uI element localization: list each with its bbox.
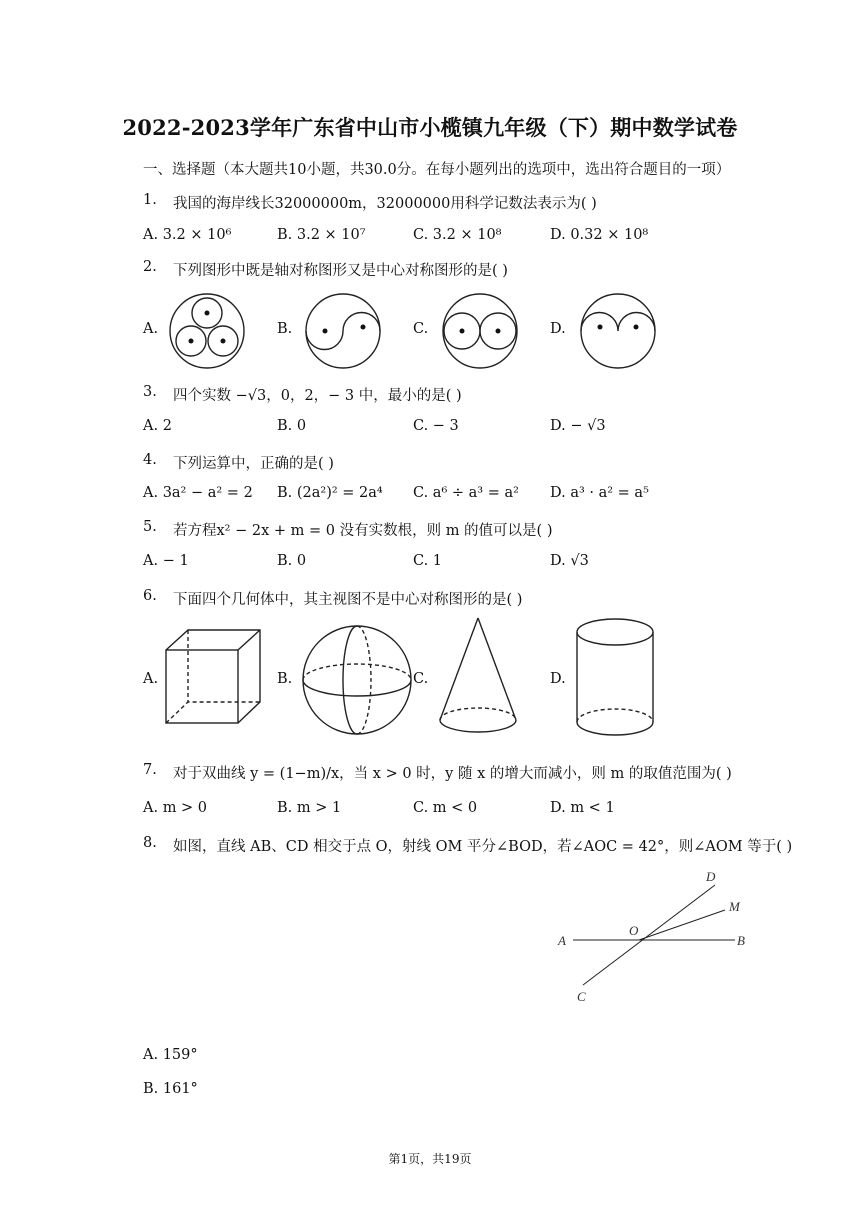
q6-text: 下面四个几何体中，其主视图不是中心对称图形的是( ): [173, 592, 523, 608]
q5-option-c: C. 1: [413, 553, 443, 569]
q7-option-b: B. m > 1: [277, 800, 342, 816]
q5-option-d: D. √3: [550, 553, 589, 569]
q7-text: 对于双曲线 y = (1−m)/x，当 x > 0 时，y 随 x 的增大而减小，则 m 的取值范围为( ): [173, 766, 732, 782]
page-title: 2022-2023学年广东省中山市小榄镇九年级（下）期中数学试卷: [122, 115, 738, 140]
q3-option-a: A. 2: [143, 418, 172, 434]
page-footer: 第1页，共19页: [388, 1152, 472, 1166]
q1-text: 我国的海岸线长32000000m，32000000用科学记数法表示为( ): [173, 196, 597, 212]
q8-option-a: A. 159°: [143, 1047, 198, 1063]
q5-number: 5.: [143, 519, 157, 535]
q6-cube-figure: [160, 628, 270, 728]
q2-figure-b: [303, 291, 383, 371]
label-o: O: [629, 923, 639, 938]
q1-option-b: B. 3.2 × 10⁷: [277, 227, 366, 243]
q2-figure-a: [167, 291, 247, 371]
q3-option-d: D. − √3: [550, 418, 606, 434]
label-b: B: [737, 933, 745, 948]
label-c: C: [577, 989, 586, 1004]
q8-angle-figure: [555, 865, 755, 1010]
q2-option-a: A.: [143, 321, 159, 337]
q1-option-d: D. 0.32 × 10⁸: [550, 227, 649, 243]
q2-option-c: C.: [413, 321, 429, 337]
q7-option-c: C. m < 0: [413, 800, 478, 816]
q2-figure-d: [578, 291, 658, 371]
q7-number: 7.: [143, 762, 157, 778]
q2-option-b: B.: [277, 321, 293, 337]
q7-option-d: D. m < 1: [550, 800, 615, 816]
q4-option-b: B. (2a²)² = 2a⁴: [277, 485, 383, 501]
label-a: A: [558, 933, 566, 948]
q4-option-d: D. a³ · a² = a⁵: [550, 485, 649, 501]
q3-text: 四个实数 −√3，0，2，− 3 中，最小的是( ): [173, 388, 462, 404]
q3-number: 3.: [143, 384, 157, 400]
q5-option-b: B. 0: [277, 553, 307, 569]
label-m: M: [729, 899, 740, 914]
q1-option-a: A. 3.2 × 10⁶: [143, 227, 232, 243]
q4-text: 下列运算中，正确的是( ): [173, 456, 334, 472]
q6-option-a: A.: [143, 671, 159, 687]
q8-text: 如图，直线 AB、CD 相交于点 O，射线 OM 平分∠BOD，若∠AOC = 42°，则∠AOM 等于( ): [173, 839, 793, 855]
q6-option-b: B.: [277, 671, 293, 687]
q1-number: 1.: [143, 192, 157, 208]
q6-option-d: D.: [550, 671, 566, 687]
q5-option-a: A. − 1: [143, 553, 189, 569]
q8-number: 8.: [143, 835, 157, 851]
q2-text: 下列图形中既是轴对称图形又是中心对称图形的是( ): [173, 263, 508, 279]
q3-option-c: C. − 3: [413, 418, 459, 434]
q6-number: 6.: [143, 588, 157, 604]
label-d: D: [706, 869, 716, 884]
q1-option-c: C. 3.2 × 10⁸: [413, 227, 502, 243]
q2-option-d: D.: [550, 321, 566, 337]
q8-option-b: B. 161°: [143, 1081, 198, 1097]
q6-cylinder-figure: [573, 616, 659, 740]
q4-option-a: A. 3a² − a² = 2: [143, 485, 253, 501]
q4-option-c: C. a⁶ ÷ a³ = a²: [413, 485, 519, 501]
q3-option-b: B. 0: [277, 418, 307, 434]
q2-figure-c: [440, 291, 520, 371]
section-heading: 一、选择题（本大题共10小题，共30.0分。在每小题列出的选项中，选出符合题目的一项）: [143, 162, 731, 178]
q5-text: 若方程x² − 2x + m = 0 没有实数根，则 m 的值可以是( ): [173, 523, 553, 539]
q6-cone-figure: [436, 616, 520, 736]
q7-option-a: A. m > 0: [143, 800, 208, 816]
q6-option-c: C.: [413, 671, 429, 687]
q6-sphere-figure: [300, 624, 416, 736]
q4-number: 4.: [143, 452, 157, 468]
q2-number: 2.: [143, 259, 157, 275]
